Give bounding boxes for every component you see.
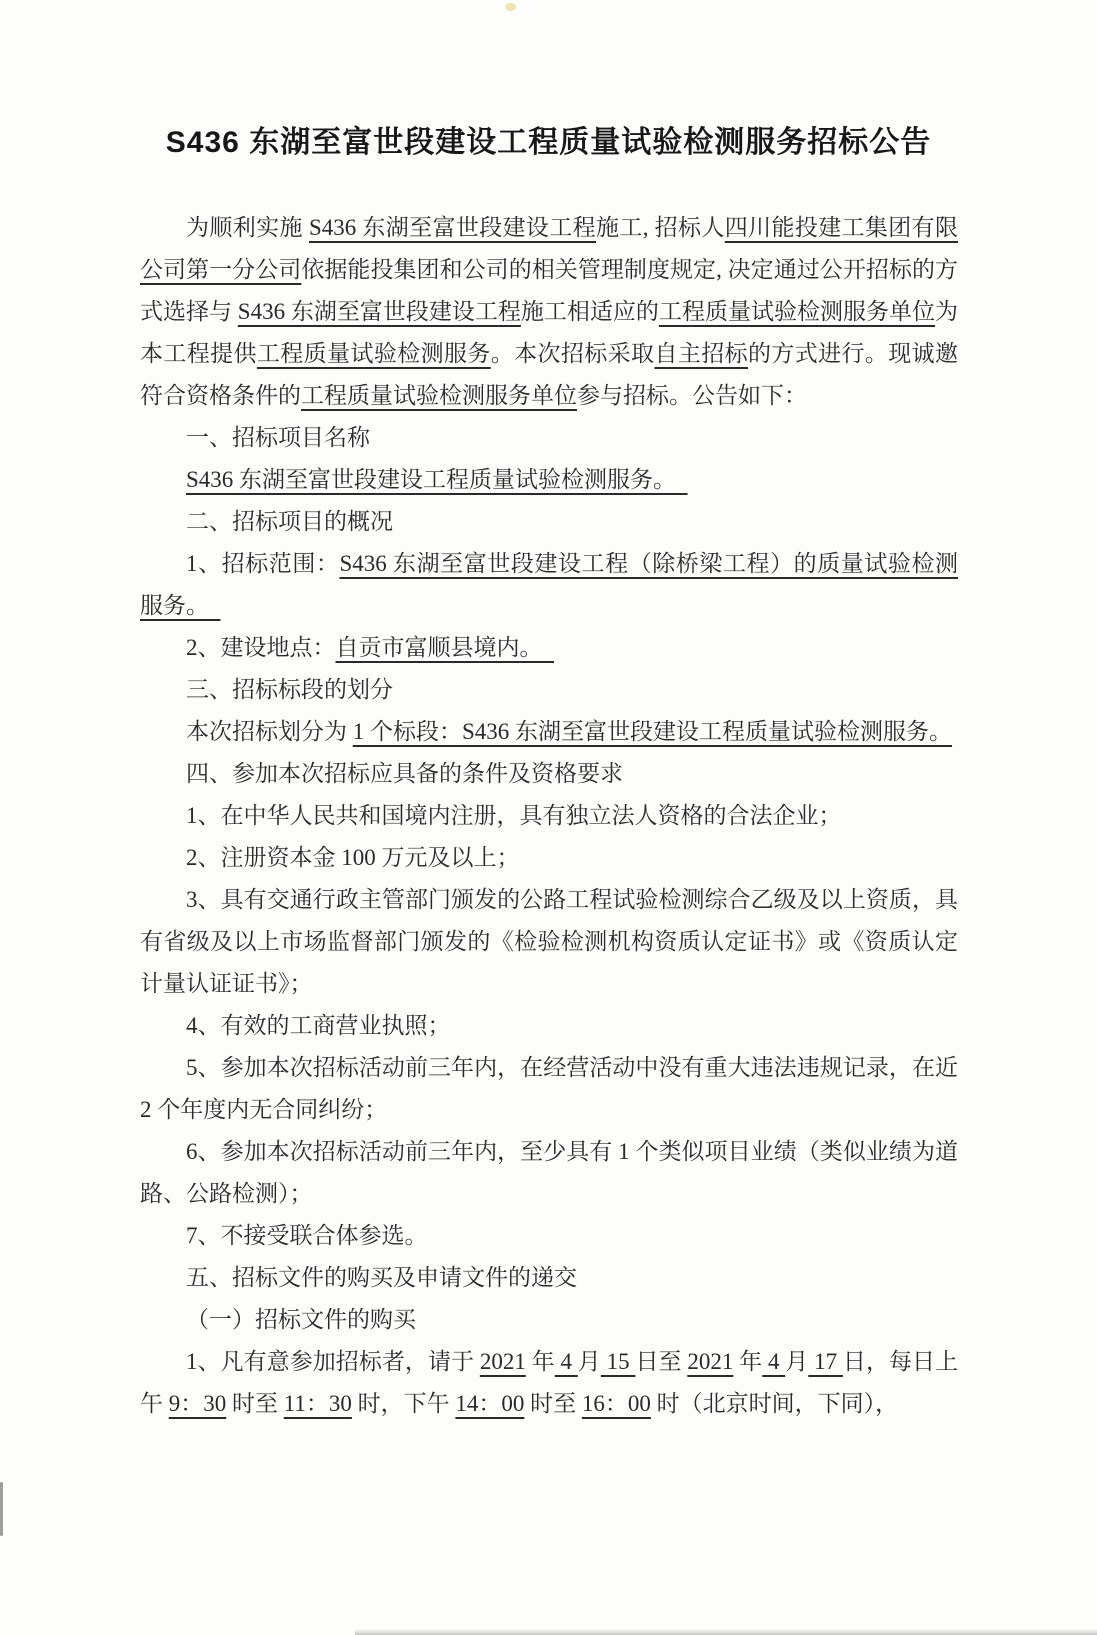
- paragraph: [140, 1299, 958, 1341]
- text-segment: 时（北京时间，下同），: [650, 1391, 899, 1416]
- underlined-text: 四川能投建工集团有限公司第一分公司: [140, 215, 959, 282]
- paragraph: [140, 543, 958, 627]
- paragraph: [140, 1131, 958, 1215]
- underlined-text: 2021: [479, 1349, 526, 1374]
- text-segment: 6、参加本次招标活动前三年内，至少具有 1 个类似项目业绩（类似业绩为道路、公路检测）；: [140, 1139, 958, 1206]
- text-segment: 3、具有交通行政主管部门颁发的公路工程试验检测综合乙级及以上资质，具有省级及以上市场监督部门颁发的《检验检测机构资质认定证书》或《资质认定计量认证证书》；: [140, 887, 958, 996]
- page-title: S436 东湖至富世段建设工程质量试验检测服务招标公告: [165, 126, 932, 159]
- text-segment: 时至: [226, 1391, 284, 1416]
- text-segment: 施工相适应的: [520, 299, 659, 324]
- underlined-text: S436 东湖至富世段建设工程（除桥梁工程）的质量试验检测服务。: [140, 551, 959, 618]
- text-segment: 时至: [524, 1391, 582, 1416]
- text-segment: 为本工程提供: [140, 299, 959, 366]
- paragraph: [140, 1047, 958, 1131]
- text-segment: 五、招标文件的购买及申请文件的递交: [186, 1265, 577, 1290]
- text-segment: 。本次招标采取: [490, 341, 655, 366]
- text-segment: 1、在中华人民共和国境内注册，具有独立法人资格的合法企业；: [186, 803, 842, 828]
- underlined-text: 16：00: [581, 1391, 651, 1416]
- paragraph: [140, 207, 958, 417]
- underlined-text: S436 东湖至富世段建设工程: [237, 299, 521, 324]
- underlined-text: 自主招标: [654, 341, 748, 366]
- underlined-text: 1 个标段：S436 东湖至富世段建设工程质量试验检测服务。: [352, 719, 953, 744]
- scan-artifact-left-edge: [0, 1482, 3, 1536]
- text-segment: 5、参加本次招标活动前三年内，在经营活动中没有重大违法违规记录，在近 2 个年度内无合同纠纷；: [140, 1055, 958, 1122]
- text-segment: 2、建设地点：: [186, 635, 336, 660]
- text-segment: 三、招标标段的划分: [186, 677, 393, 702]
- underlined-text: 11：30: [283, 1391, 352, 1416]
- underlined-text: 4: [762, 1349, 786, 1374]
- text-segment: 一、招标项目名称: [186, 425, 370, 450]
- paragraph: [140, 1215, 958, 1257]
- document-body: [140, 207, 958, 1425]
- paragraph: [140, 627, 958, 669]
- underlined-text: S436 东湖至富世段建设工程: [308, 215, 597, 240]
- paragraph: [140, 837, 958, 879]
- underlined-text: 14：00: [455, 1391, 525, 1416]
- underlined-text: 工程质量试验检测服务单位: [301, 383, 577, 408]
- text-segment: 月: [785, 1349, 809, 1374]
- paragraph: [140, 417, 958, 459]
- text-segment: 年: [733, 1349, 763, 1374]
- paragraph: [140, 795, 958, 837]
- text-segment: 7、不接受联合体参选。: [186, 1223, 428, 1248]
- paragraph: [140, 1005, 958, 1047]
- scan-artifact-bottom-smudge: [355, 1629, 1097, 1635]
- underlined-text: 4: [554, 1349, 578, 1374]
- underlined-text: 工程质量试验检测服务: [256, 341, 491, 366]
- underlined-text: 自贡市富顺县境内。: [335, 635, 554, 660]
- paragraph: [140, 1257, 958, 1299]
- paragraph: [140, 753, 958, 795]
- text-segment: 日至: [635, 1349, 688, 1374]
- underlined-text: 15: [600, 1349, 636, 1374]
- text-segment: 依据能投集团和公司的相关管理制度规定, 决定通过公开招标的方式选择与: [140, 257, 959, 324]
- text-segment: 参与招标。公告如下：: [577, 383, 807, 408]
- text-segment: 2、注册资本金 100 万元及以上；: [186, 845, 520, 870]
- text-segment: 4、有效的工商营业执照；: [186, 1013, 451, 1038]
- text-segment: 年: [525, 1349, 555, 1374]
- underlined-text: 2021: [687, 1349, 734, 1374]
- text-segment: （一）招标文件的购买: [186, 1307, 416, 1332]
- text-segment: 施工, 招标人: [596, 215, 725, 240]
- text-segment: 1、凡有意参加招标者，请于: [186, 1349, 480, 1374]
- text-segment: 为顺利实施: [186, 215, 309, 240]
- underlined-text: 工程质量试验检测服务单位: [658, 299, 936, 324]
- underlined-text: 9：30: [168, 1391, 227, 1416]
- paragraph: [140, 501, 958, 543]
- paragraph: [140, 879, 958, 1005]
- paragraph: [140, 711, 958, 753]
- text-segment: 时，下午: [351, 1391, 456, 1416]
- text-segment: 的方式进行。现诚邀符合资格条件的: [140, 341, 959, 408]
- text-segment: 1、招标范围：: [186, 551, 340, 576]
- paragraph: [140, 669, 958, 711]
- scan-artifact-dot: [505, 3, 516, 11]
- underlined-text: S436 东湖至富世段建设工程质量试验检测服务。: [186, 467, 688, 492]
- text-segment: 日，每日上午: [140, 1349, 959, 1416]
- paragraph: [140, 459, 958, 501]
- text-segment: 四、参加本次招标应具备的条件及资格要求: [186, 761, 623, 786]
- paragraph: [140, 1341, 958, 1425]
- text-segment: 月: [577, 1349, 601, 1374]
- underlined-text: 17: [808, 1349, 843, 1374]
- text-segment: 二、招标项目的概况: [186, 509, 393, 534]
- text-segment: 本次招标划分为: [186, 719, 353, 744]
